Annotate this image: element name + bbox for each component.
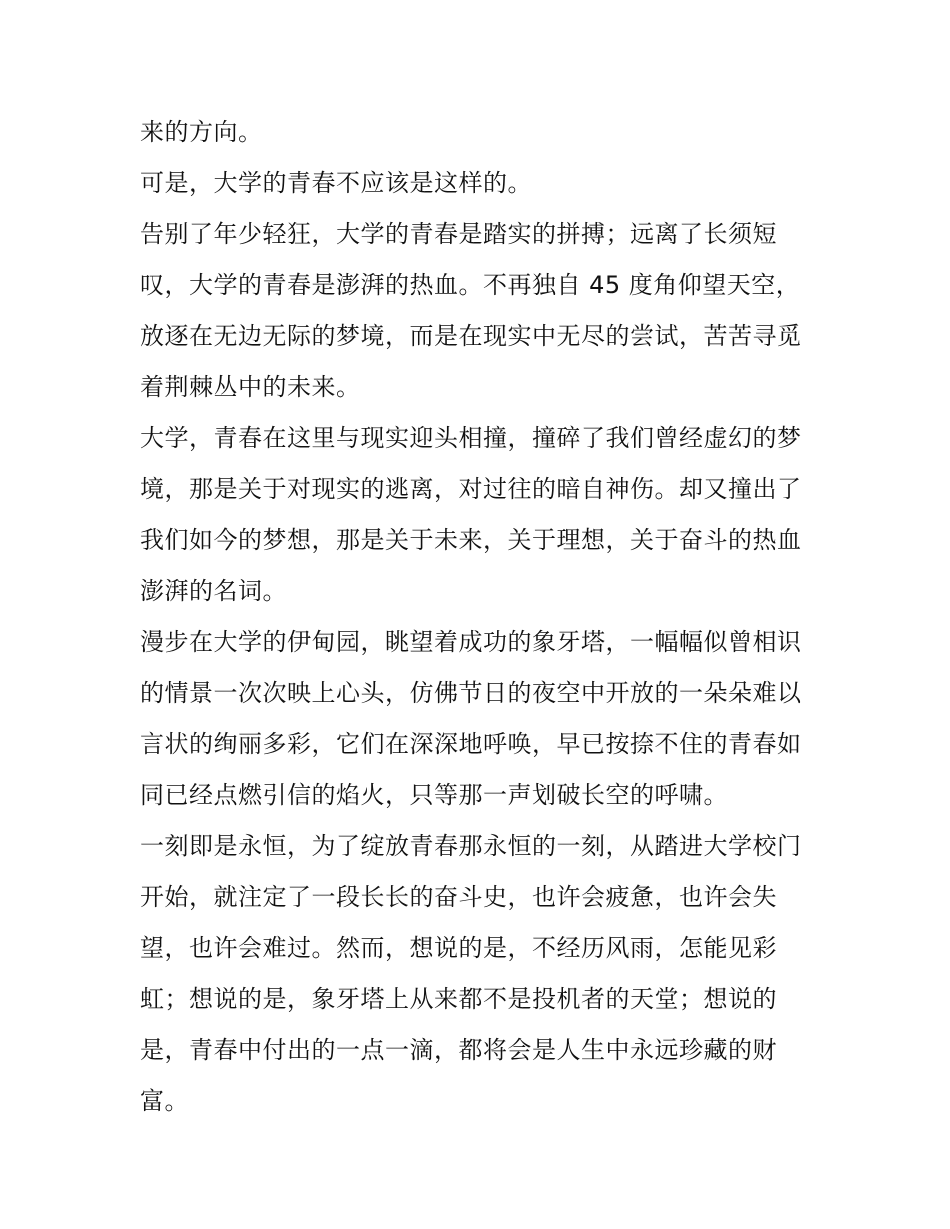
text-line: 虹；想说的是，象牙塔上从来都不是投机者的天堂；想说的: [140, 985, 777, 1013]
text-line: 是，青春中付出的一点一滴，都将会是人生中永远珍藏的财: [140, 1036, 777, 1064]
text-line: 告别了年少轻狂，大学的青春是踏实的拼搏；远离了长须短: [140, 220, 777, 248]
text-line: 望，也许会难过。然而，想说的是，不经历风雨，怎能见彩: [140, 934, 777, 962]
text-line: 境，那是关于对现实的逃离，对过往的暗自神伤。却又撞出了: [140, 475, 802, 503]
text-line: 富。: [140, 1087, 189, 1115]
document-body: [140, 107, 820, 1127]
text-line: 来的方向。: [140, 118, 263, 146]
text-line: 大学，青春在这里与现实迎头相撞，撞碎了我们曾经虚幻的梦: [140, 424, 802, 452]
text-line: 澎湃的名词。: [140, 577, 287, 605]
text-line: 叹，大学的青春是澎湃的热血。不再独自 45 度角仰望天空，: [140, 271, 801, 299]
text-line: 放逐在无边无际的梦境，而是在现实中无尽的尝试，苦苦寻觅: [140, 322, 802, 350]
text-line: 一刻即是永恒，为了绽放青春那永恒的一刻，从踏进大学校门: [140, 832, 802, 860]
text-line: 我们如今的梦想，那是关于未来，关于理想，关于奋斗的热血: [140, 526, 802, 554]
text-line: 的情景一次次映上心头，仿佛节日的夜空中开放的一朵朵难以: [140, 679, 802, 707]
text-line: 着荆棘丛中的未来。: [140, 373, 361, 401]
text-line: 可是，大学的青春不应该是这样的。: [140, 169, 532, 197]
text-line: 漫步在大学的伊甸园，眺望着成功的象牙塔，一幅幅似曾相识: [140, 628, 802, 656]
text-line: 言状的绚丽多彩，它们在深深地呼唤，早已按捺不住的青春如: [140, 730, 802, 758]
text-line: 同已经点燃引信的焰火，只等那一声划破长空的呼啸。: [140, 781, 728, 809]
text-line: 开始，就注定了一段长长的奋斗史，也许会疲惫，也许会失: [140, 883, 777, 911]
